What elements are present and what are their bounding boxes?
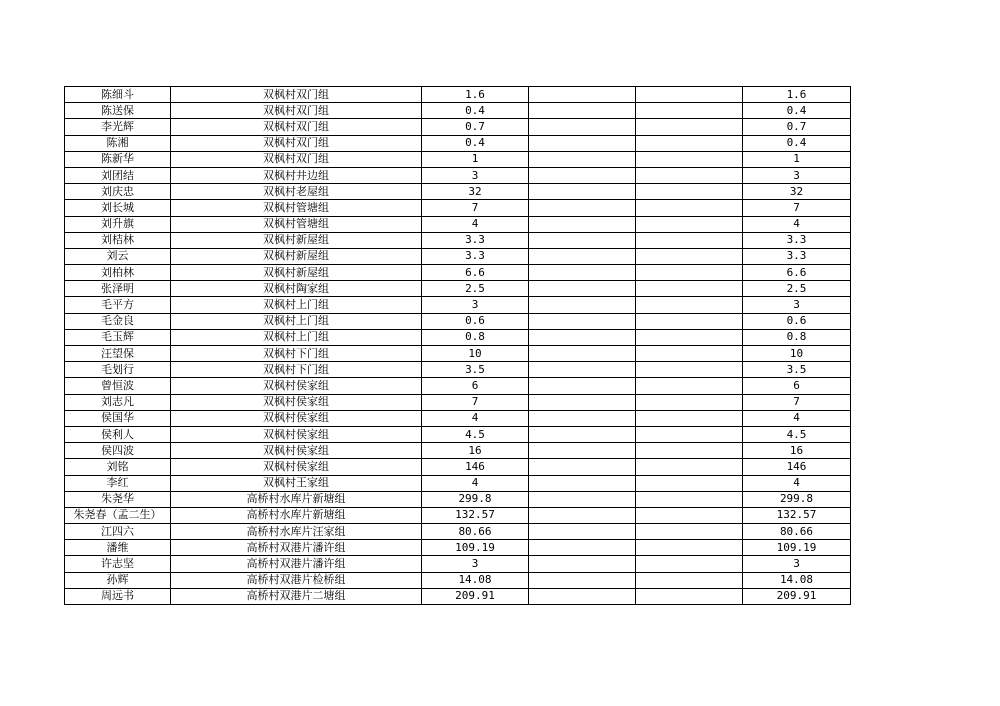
area-cell: 3.3 bbox=[422, 248, 529, 264]
table-row bbox=[65, 540, 851, 556]
total-cell: 3.3 bbox=[743, 232, 851, 248]
location-cell: 双枫村井边组 bbox=[171, 167, 422, 183]
location-cell: 双枫村下门组 bbox=[171, 362, 422, 378]
location-cell: 双枫村上门组 bbox=[171, 313, 422, 329]
empty-cell bbox=[529, 248, 636, 264]
empty-cell bbox=[636, 265, 743, 281]
table-row bbox=[65, 491, 851, 507]
empty-cell bbox=[529, 426, 636, 442]
empty-cell bbox=[529, 265, 636, 281]
empty-cell bbox=[636, 426, 743, 442]
area-cell: 6 bbox=[422, 378, 529, 394]
location-cell: 高桥村水库片新塘组 bbox=[171, 507, 422, 523]
area-cell: 3 bbox=[422, 297, 529, 313]
empty-cell bbox=[636, 588, 743, 604]
name-cell: 毛金良 bbox=[65, 313, 171, 329]
location-cell: 双枫村老屋组 bbox=[171, 184, 422, 200]
total-cell: 6 bbox=[743, 378, 851, 394]
area-cell: 6.6 bbox=[422, 265, 529, 281]
table-row bbox=[65, 151, 851, 167]
location-cell: 高桥村双港片潘许组 bbox=[171, 556, 422, 572]
table-row bbox=[65, 459, 851, 475]
empty-cell bbox=[636, 475, 743, 491]
name-cell: 陈细斗 bbox=[65, 87, 171, 103]
empty-cell bbox=[529, 87, 636, 103]
name-cell: 毛划行 bbox=[65, 362, 171, 378]
location-cell: 双枫村双门组 bbox=[171, 103, 422, 119]
table-row bbox=[65, 313, 851, 329]
data-table bbox=[64, 86, 851, 605]
table-row bbox=[65, 184, 851, 200]
name-cell: 刘柏林 bbox=[65, 265, 171, 281]
empty-cell bbox=[529, 410, 636, 426]
empty-cell bbox=[529, 232, 636, 248]
table-row bbox=[65, 167, 851, 183]
table-row bbox=[65, 394, 851, 410]
location-cell: 双枫村新屋组 bbox=[171, 232, 422, 248]
empty-cell bbox=[529, 119, 636, 135]
empty-cell bbox=[529, 443, 636, 459]
table-row bbox=[65, 103, 851, 119]
location-cell: 高桥村双港片检桥组 bbox=[171, 572, 422, 588]
name-cell: 陈送保 bbox=[65, 103, 171, 119]
name-cell: 侯国华 bbox=[65, 410, 171, 426]
empty-cell bbox=[636, 151, 743, 167]
total-cell: 4 bbox=[743, 410, 851, 426]
table-row bbox=[65, 119, 851, 135]
empty-cell bbox=[529, 507, 636, 523]
area-cell: 109.19 bbox=[422, 540, 529, 556]
name-cell: 侯四波 bbox=[65, 443, 171, 459]
total-cell: 32 bbox=[743, 184, 851, 200]
location-cell: 双枫村双门组 bbox=[171, 135, 422, 151]
location-cell: 双枫村双门组 bbox=[171, 151, 422, 167]
area-cell: 2.5 bbox=[422, 281, 529, 297]
empty-cell bbox=[529, 103, 636, 119]
empty-cell bbox=[636, 459, 743, 475]
empty-cell bbox=[636, 167, 743, 183]
empty-cell bbox=[636, 507, 743, 523]
name-cell: 刘升旗 bbox=[65, 216, 171, 232]
table-row bbox=[65, 572, 851, 588]
table-row bbox=[65, 297, 851, 313]
location-cell: 双枫村管塘组 bbox=[171, 216, 422, 232]
empty-cell bbox=[636, 135, 743, 151]
name-cell: 朱尧春（孟二生） bbox=[65, 507, 171, 523]
name-cell: 刘志凡 bbox=[65, 394, 171, 410]
empty-cell bbox=[529, 281, 636, 297]
empty-cell bbox=[636, 572, 743, 588]
empty-cell bbox=[529, 167, 636, 183]
empty-cell bbox=[636, 248, 743, 264]
area-cell: 0.4 bbox=[422, 135, 529, 151]
table-row bbox=[65, 281, 851, 297]
empty-cell bbox=[636, 119, 743, 135]
area-cell: 0.8 bbox=[422, 329, 529, 345]
location-cell: 双枫村侯家组 bbox=[171, 426, 422, 442]
area-cell: 0.6 bbox=[422, 313, 529, 329]
area-cell: 209.91 bbox=[422, 588, 529, 604]
table-row bbox=[65, 410, 851, 426]
empty-cell bbox=[636, 200, 743, 216]
location-cell: 双枫村侯家组 bbox=[171, 459, 422, 475]
name-cell: 周远书 bbox=[65, 588, 171, 604]
location-cell: 双枫村管塘组 bbox=[171, 200, 422, 216]
table-row bbox=[65, 475, 851, 491]
empty-cell bbox=[529, 346, 636, 362]
area-cell: 80.66 bbox=[422, 524, 529, 540]
empty-cell bbox=[636, 540, 743, 556]
name-cell: 许志坚 bbox=[65, 556, 171, 572]
empty-cell bbox=[636, 556, 743, 572]
total-cell: 0.8 bbox=[743, 329, 851, 345]
total-cell: 6.6 bbox=[743, 265, 851, 281]
empty-cell bbox=[529, 556, 636, 572]
table-row bbox=[65, 135, 851, 151]
table-row bbox=[65, 556, 851, 572]
table-row bbox=[65, 524, 851, 540]
name-cell: 刘云 bbox=[65, 248, 171, 264]
area-cell: 3.3 bbox=[422, 232, 529, 248]
total-cell: 3 bbox=[743, 167, 851, 183]
total-cell: 80.66 bbox=[743, 524, 851, 540]
area-cell: 32 bbox=[422, 184, 529, 200]
area-cell: 1 bbox=[422, 151, 529, 167]
empty-cell bbox=[636, 491, 743, 507]
location-cell: 双枫村新屋组 bbox=[171, 265, 422, 281]
total-cell: 10 bbox=[743, 346, 851, 362]
location-cell: 双枫村侯家组 bbox=[171, 410, 422, 426]
name-cell: 曾恒波 bbox=[65, 378, 171, 394]
empty-cell bbox=[636, 378, 743, 394]
name-cell: 孙辉 bbox=[65, 572, 171, 588]
name-cell: 汪望保 bbox=[65, 346, 171, 362]
name-cell: 江四六 bbox=[65, 524, 171, 540]
name-cell: 陈新华 bbox=[65, 151, 171, 167]
total-cell: 3.3 bbox=[743, 248, 851, 264]
table-row bbox=[65, 232, 851, 248]
table-row bbox=[65, 87, 851, 103]
total-cell: 4.5 bbox=[743, 426, 851, 442]
location-cell: 双枫村王家组 bbox=[171, 475, 422, 491]
location-cell: 高桥村双港片二塘组 bbox=[171, 588, 422, 604]
table-row bbox=[65, 248, 851, 264]
area-cell: 3.5 bbox=[422, 362, 529, 378]
empty-cell bbox=[529, 475, 636, 491]
total-cell: 109.19 bbox=[743, 540, 851, 556]
location-cell: 双枫村双门组 bbox=[171, 87, 422, 103]
empty-cell bbox=[529, 329, 636, 345]
empty-cell bbox=[636, 524, 743, 540]
name-cell: 张泽明 bbox=[65, 281, 171, 297]
empty-cell bbox=[636, 362, 743, 378]
empty-cell bbox=[529, 378, 636, 394]
total-cell: 2.5 bbox=[743, 281, 851, 297]
empty-cell bbox=[636, 216, 743, 232]
empty-cell bbox=[636, 232, 743, 248]
empty-cell bbox=[636, 297, 743, 313]
empty-cell bbox=[529, 184, 636, 200]
table-row bbox=[65, 378, 851, 394]
empty-cell bbox=[529, 524, 636, 540]
name-cell: 刘铭 bbox=[65, 459, 171, 475]
table-row bbox=[65, 443, 851, 459]
name-cell: 毛玉辉 bbox=[65, 329, 171, 345]
total-cell: 7 bbox=[743, 394, 851, 410]
empty-cell bbox=[636, 410, 743, 426]
area-cell: 0.7 bbox=[422, 119, 529, 135]
name-cell: 陈湘 bbox=[65, 135, 171, 151]
area-cell: 7 bbox=[422, 200, 529, 216]
total-cell: 146 bbox=[743, 459, 851, 475]
empty-cell bbox=[529, 200, 636, 216]
name-cell: 侯利人 bbox=[65, 426, 171, 442]
empty-cell bbox=[529, 572, 636, 588]
total-cell: 1.6 bbox=[743, 87, 851, 103]
total-cell: 3 bbox=[743, 556, 851, 572]
name-cell: 毛平方 bbox=[65, 297, 171, 313]
area-cell: 4 bbox=[422, 216, 529, 232]
location-cell: 双枫村新屋组 bbox=[171, 248, 422, 264]
empty-cell bbox=[529, 151, 636, 167]
location-cell: 高桥村双港片潘许组 bbox=[171, 540, 422, 556]
table-row bbox=[65, 588, 851, 604]
name-cell: 李光辉 bbox=[65, 119, 171, 135]
empty-cell bbox=[636, 329, 743, 345]
empty-cell bbox=[636, 313, 743, 329]
area-cell: 4 bbox=[422, 475, 529, 491]
empty-cell bbox=[636, 103, 743, 119]
total-cell: 16 bbox=[743, 443, 851, 459]
location-cell: 双枫村上门组 bbox=[171, 297, 422, 313]
empty-cell bbox=[529, 459, 636, 475]
table-row bbox=[65, 216, 851, 232]
location-cell: 双枫村下门组 bbox=[171, 346, 422, 362]
table-row bbox=[65, 426, 851, 442]
empty-cell bbox=[529, 135, 636, 151]
empty-cell bbox=[636, 443, 743, 459]
table-row bbox=[65, 362, 851, 378]
empty-cell bbox=[529, 491, 636, 507]
area-cell: 4.5 bbox=[422, 426, 529, 442]
total-cell: 14.08 bbox=[743, 572, 851, 588]
location-cell: 双枫村侯家组 bbox=[171, 378, 422, 394]
name-cell: 朱尧华 bbox=[65, 491, 171, 507]
name-cell: 潘维 bbox=[65, 540, 171, 556]
table-row bbox=[65, 329, 851, 345]
empty-cell bbox=[529, 362, 636, 378]
table-row bbox=[65, 346, 851, 362]
total-cell: 4 bbox=[743, 216, 851, 232]
name-cell: 李红 bbox=[65, 475, 171, 491]
total-cell: 0.7 bbox=[743, 119, 851, 135]
location-cell: 高桥村水库片汪家组 bbox=[171, 524, 422, 540]
empty-cell bbox=[636, 394, 743, 410]
empty-cell bbox=[529, 394, 636, 410]
name-cell: 刘桔林 bbox=[65, 232, 171, 248]
table-body bbox=[65, 87, 851, 605]
empty-cell bbox=[636, 346, 743, 362]
location-cell: 双枫村双门组 bbox=[171, 119, 422, 135]
total-cell: 7 bbox=[743, 200, 851, 216]
area-cell: 0.4 bbox=[422, 103, 529, 119]
total-cell: 0.4 bbox=[743, 135, 851, 151]
table-row bbox=[65, 507, 851, 523]
empty-cell bbox=[529, 313, 636, 329]
location-cell: 双枫村侯家组 bbox=[171, 394, 422, 410]
location-cell: 高桥村水库片新塘组 bbox=[171, 491, 422, 507]
area-cell: 299.8 bbox=[422, 491, 529, 507]
area-cell: 7 bbox=[422, 394, 529, 410]
total-cell: 0.4 bbox=[743, 103, 851, 119]
name-cell: 刘庆忠 bbox=[65, 184, 171, 200]
area-cell: 1.6 bbox=[422, 87, 529, 103]
empty-cell bbox=[636, 87, 743, 103]
area-cell: 4 bbox=[422, 410, 529, 426]
area-cell: 16 bbox=[422, 443, 529, 459]
total-cell: 3 bbox=[743, 297, 851, 313]
total-cell: 4 bbox=[743, 475, 851, 491]
area-cell: 3 bbox=[422, 556, 529, 572]
area-cell: 132.57 bbox=[422, 507, 529, 523]
empty-cell bbox=[529, 216, 636, 232]
empty-cell bbox=[636, 184, 743, 200]
total-cell: 0.6 bbox=[743, 313, 851, 329]
empty-cell bbox=[636, 281, 743, 297]
table-row bbox=[65, 265, 851, 281]
area-cell: 3 bbox=[422, 167, 529, 183]
empty-cell bbox=[529, 297, 636, 313]
area-cell: 10 bbox=[422, 346, 529, 362]
total-cell: 1 bbox=[743, 151, 851, 167]
name-cell: 刘团结 bbox=[65, 167, 171, 183]
table-row bbox=[65, 200, 851, 216]
total-cell: 3.5 bbox=[743, 362, 851, 378]
area-cell: 14.08 bbox=[422, 572, 529, 588]
location-cell: 双枫村侯家组 bbox=[171, 443, 422, 459]
location-cell: 双枫村上门组 bbox=[171, 329, 422, 345]
area-cell: 146 bbox=[422, 459, 529, 475]
total-cell: 132.57 bbox=[743, 507, 851, 523]
total-cell: 209.91 bbox=[743, 588, 851, 604]
name-cell: 刘长城 bbox=[65, 200, 171, 216]
total-cell: 299.8 bbox=[743, 491, 851, 507]
location-cell: 双枫村陶家组 bbox=[171, 281, 422, 297]
empty-cell bbox=[529, 540, 636, 556]
empty-cell bbox=[529, 588, 636, 604]
